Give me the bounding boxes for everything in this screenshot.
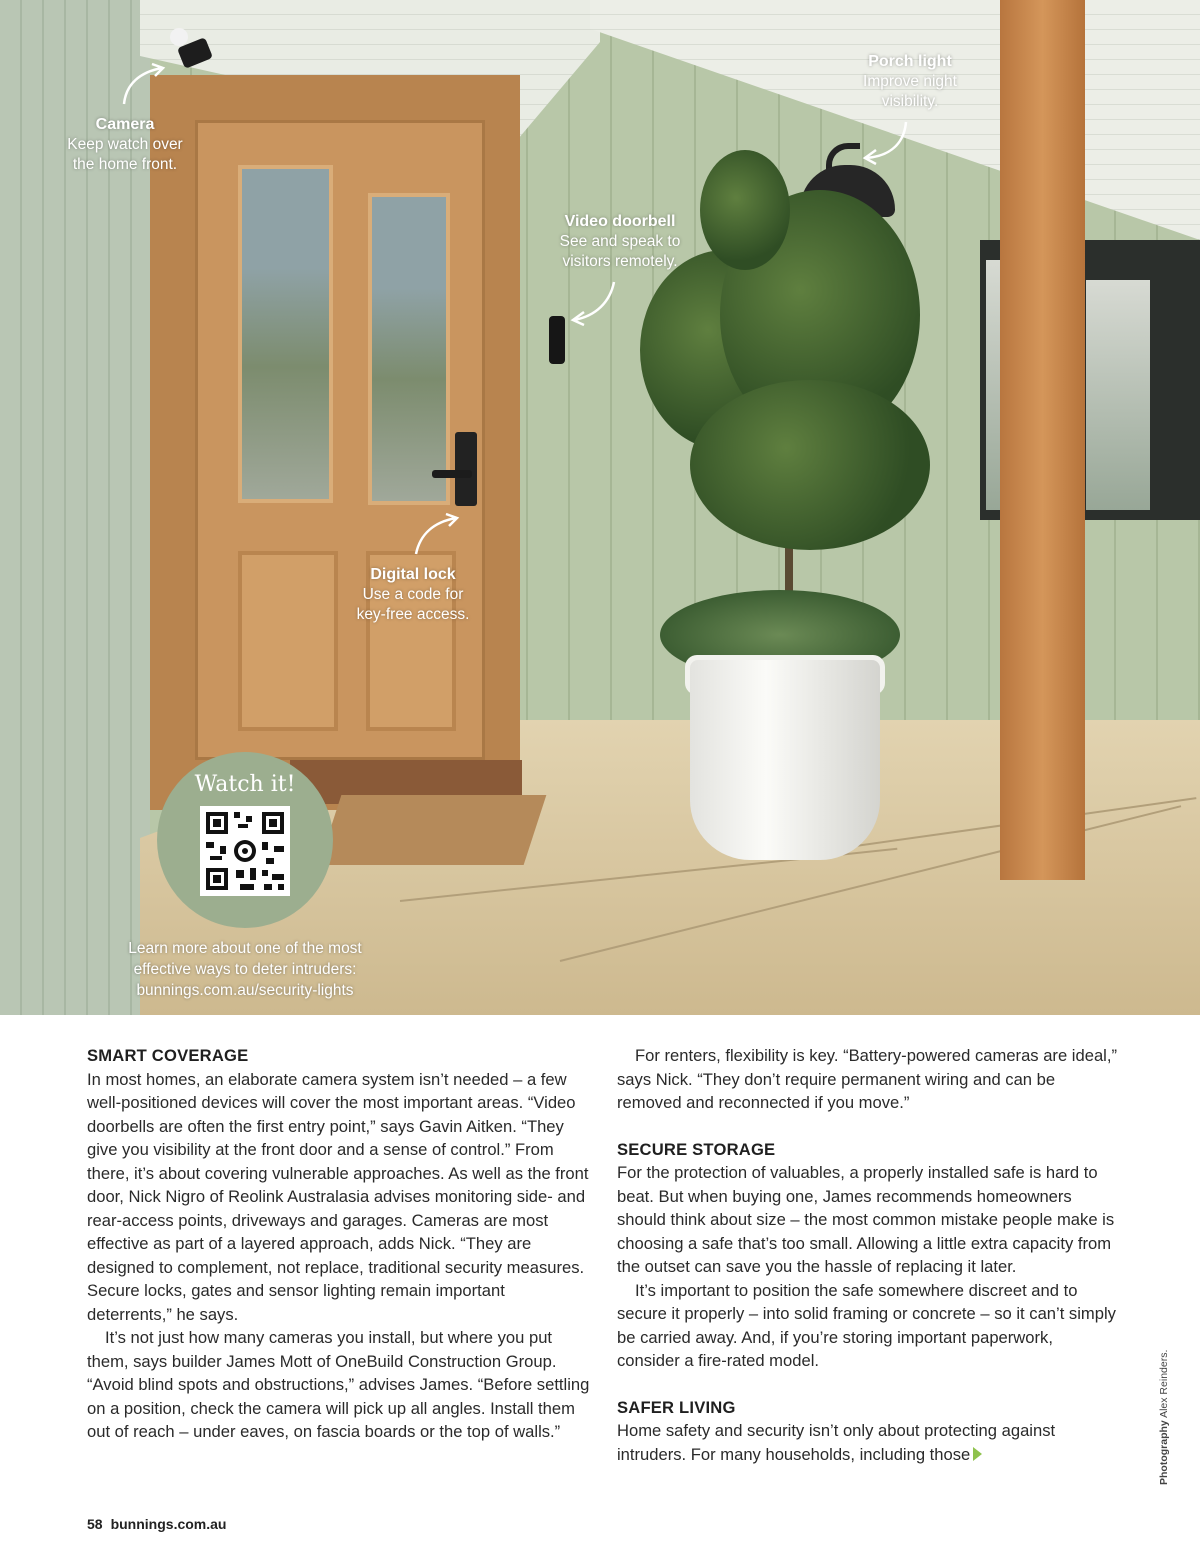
callout-arrow-icon <box>860 118 912 166</box>
callout-camera <box>50 115 200 175</box>
article-column-right <box>617 1044 1117 1466</box>
white-planter <box>690 660 880 860</box>
callout-porch-light <box>845 52 975 112</box>
front-door <box>195 120 485 760</box>
photo-credit <box>1158 1350 1170 1485</box>
digital-lock <box>455 432 477 506</box>
watch-it-title: Watch it! <box>194 772 296 797</box>
page-footer <box>87 1516 226 1532</box>
callout-video-doorbell-title: Video doorbell <box>564 213 676 230</box>
callout-video-doorbell-text: See and speak to visitors remotely. <box>559 233 681 270</box>
callout-porch-light-title: Porch light <box>868 53 952 70</box>
video-doorbell-device <box>549 316 565 364</box>
callout-arrow-icon <box>410 512 462 557</box>
window-pane <box>1086 280 1150 510</box>
caption-line: effective ways to deter intruders: <box>133 961 357 978</box>
door-panel-left <box>238 551 338 731</box>
camera-mount <box>170 28 188 46</box>
paragraph: Home safety and security isn’t only about protecting against intruders. For many households, including those <box>617 1421 1056 1464</box>
caption-link[interactable]: bunnings.com.au/security-lights <box>136 982 354 999</box>
article-column-left <box>87 1044 592 1444</box>
door-glass-right <box>368 193 450 505</box>
door-lever <box>432 470 472 478</box>
qr-code-icon[interactable] <box>200 806 290 896</box>
tree-foliage <box>690 380 930 550</box>
door-mat <box>319 795 547 865</box>
paragraph: It’s not just how many cameras you install, but where you put them, says builder James Mott of OneBuild Construction Group. “Avoid blind spots and obstructions,” advises James. “Before settling on a position, check the camera will pick up all angles. Install them out of reach – under eaves, on fascia boards or the top of walls.” <box>87 1328 590 1441</box>
callout-camera-title: Camera <box>95 116 155 133</box>
callout-camera-text: Keep watch over the home front. <box>67 136 183 173</box>
caption-line: Learn more about one of the most <box>128 940 362 957</box>
paragraph-continued <box>617 1419 1117 1466</box>
paragraph: It’s important to position the safe somewhere discreet and to secure it properly – into solid framing or concrete – so it can’t simply be carried away. And, if you’re storing important paperwork, consider a fire-rated model. <box>617 1280 1116 1370</box>
callout-digital-lock <box>338 565 488 625</box>
watch-it-badge[interactable] <box>157 752 333 928</box>
callout-porch-light-text: Improve night visibility. <box>863 73 957 110</box>
photo-caption <box>100 938 390 1001</box>
credit-label: Photography <box>1158 1420 1170 1485</box>
paragraph: For the protection of valuables, a properly installed safe is hard to beat. But when buying one, James recommends homeowners should think about size – the most common mistake people make is choosing a safe that’s too small. Allowing a little extra capacity from the outset can save you the hassle of replacing it later. <box>617 1163 1115 1276</box>
door-glass-left <box>238 165 333 503</box>
page-number: 58 <box>87 1516 103 1532</box>
continue-arrow-icon <box>973 1447 982 1461</box>
footer-site[interactable]: bunnings.com.au <box>110 1516 227 1532</box>
section-heading-safer-living: SAFER LIVING <box>617 1397 736 1417</box>
section-heading-secure-storage: SECURE STORAGE <box>617 1139 776 1159</box>
tree-foliage <box>700 150 790 270</box>
callout-digital-lock-text: Use a code for key-free access. <box>356 586 470 623</box>
credit-name: Alex Reinders. <box>1158 1349 1170 1418</box>
section-heading-smart-coverage: SMART COVERAGE <box>87 1046 249 1065</box>
callout-arrow-icon <box>568 278 618 326</box>
timber-post <box>1000 0 1085 880</box>
paragraph: In most homes, an elaborate camera system isn’t needed – a few well-positioned devices will cover the most important areas. “Video doorbells are often the first entry point,” says Gavin Aitken. “They give you visibility at the front door and a sense of control.” From there, it’s about covering vulnerable approaches. As well as the front door, Nick Nigro of Reolink Australasia advises monitoring side- and rear-access points, driveways and garages. Cameras are most effective as part of a layered approach, adds Nick. “They are designed to complement, not replace, traditional security measures. Secure locks, gates and sensor lighting remain important deterrents,” he says. <box>87 1069 589 1324</box>
callout-arrow-icon <box>118 62 168 107</box>
paragraph: For renters, flexibility is key. “Battery-powered cameras are ideal,” says Nick. “They don’t require permanent wiring and can be removed and reconnected if you move.” <box>617 1046 1117 1112</box>
callout-digital-lock-title: Digital lock <box>370 566 456 583</box>
callout-video-doorbell <box>540 212 700 272</box>
